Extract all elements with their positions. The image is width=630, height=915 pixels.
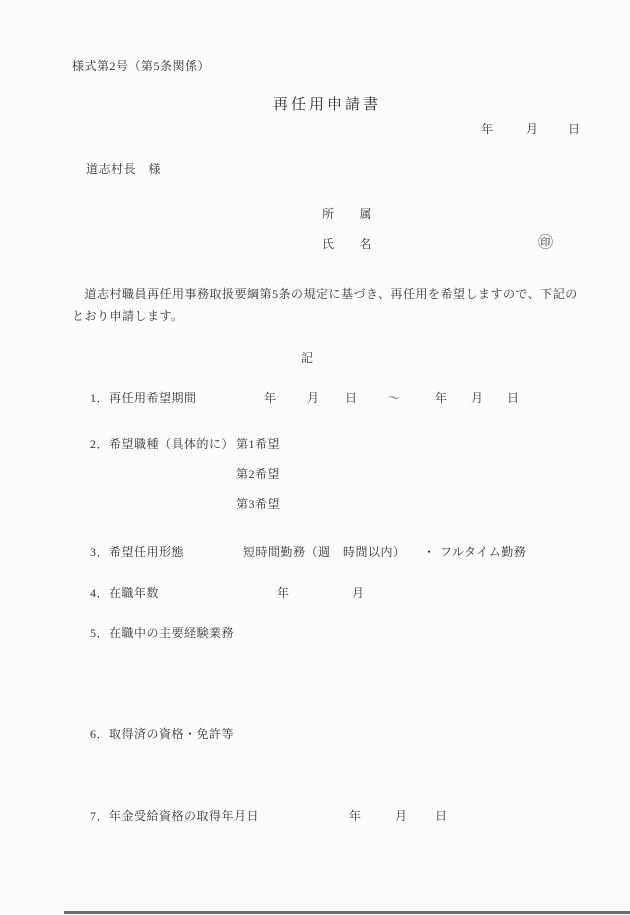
item7-day-label: 日 [435, 809, 448, 823]
name-label: 氏 名 [322, 237, 373, 251]
item3-shorttime-label: 短時間勤務（週 [243, 545, 331, 559]
item1-label: 1．再任用希望期間 [90, 391, 197, 405]
item3-fulltime-label: フルタイム勤務 [440, 545, 527, 559]
item1-day1-label: 日 [345, 391, 358, 405]
body-paragraph-line1: 道志村職員再任用事務取扱要綱第5条の規定に基づき、再任用を希望しますので、下記の [72, 287, 578, 301]
item3-hours-label: 時間以内） [343, 545, 406, 559]
seal-mark: ㊞ [538, 235, 554, 251]
date-month-label: 月 [526, 122, 539, 136]
record-marker: 記 [301, 351, 314, 365]
item2-choice1-label: 第1希望 [236, 437, 281, 451]
page-title: 再任用申請書 [272, 97, 381, 113]
item4-month-label: 月 [352, 586, 365, 600]
item2-choice2-label: 第2希望 [236, 467, 281, 481]
page-bottom-rule [64, 911, 630, 914]
item1-year2-label: 年 [435, 391, 448, 405]
item6-label: 6．取得済の資格・免許等 [90, 727, 235, 741]
item2-label: 2．希望職種（具体的に） [90, 437, 235, 451]
date-year-label: 年 [481, 122, 494, 136]
item1-day2-label: 日 [507, 391, 520, 405]
item7-month-label: 月 [395, 809, 408, 823]
body-paragraph-line2: とおり申請します。 [72, 309, 184, 323]
item4-year-label: 年 [277, 586, 290, 600]
item1-tilde: ～ [388, 391, 401, 405]
form-number: 様式第2号（第5条関係） [72, 59, 211, 73]
item3-label: 3．希望任用形態 [90, 545, 185, 559]
date-day-label: 日 [568, 122, 581, 136]
item2-choice3-label: 第3希望 [236, 497, 281, 511]
item1-month2-label: 月 [471, 391, 484, 405]
item7-label: 7．年金受給資格の取得年月日 [90, 809, 260, 823]
item4-label: 4．在職年数 [90, 586, 160, 600]
affiliation-label: 所 属 [322, 207, 373, 221]
item1-year1-label: 年 [264, 391, 277, 405]
item5-label: 5．在職中の主要経験業務 [90, 626, 235, 640]
addressee: 道志村長 様 [86, 162, 162, 176]
item1-month1-label: 月 [307, 391, 320, 405]
item3-separator-dot: ・ [423, 545, 436, 559]
item7-year-label: 年 [349, 809, 362, 823]
